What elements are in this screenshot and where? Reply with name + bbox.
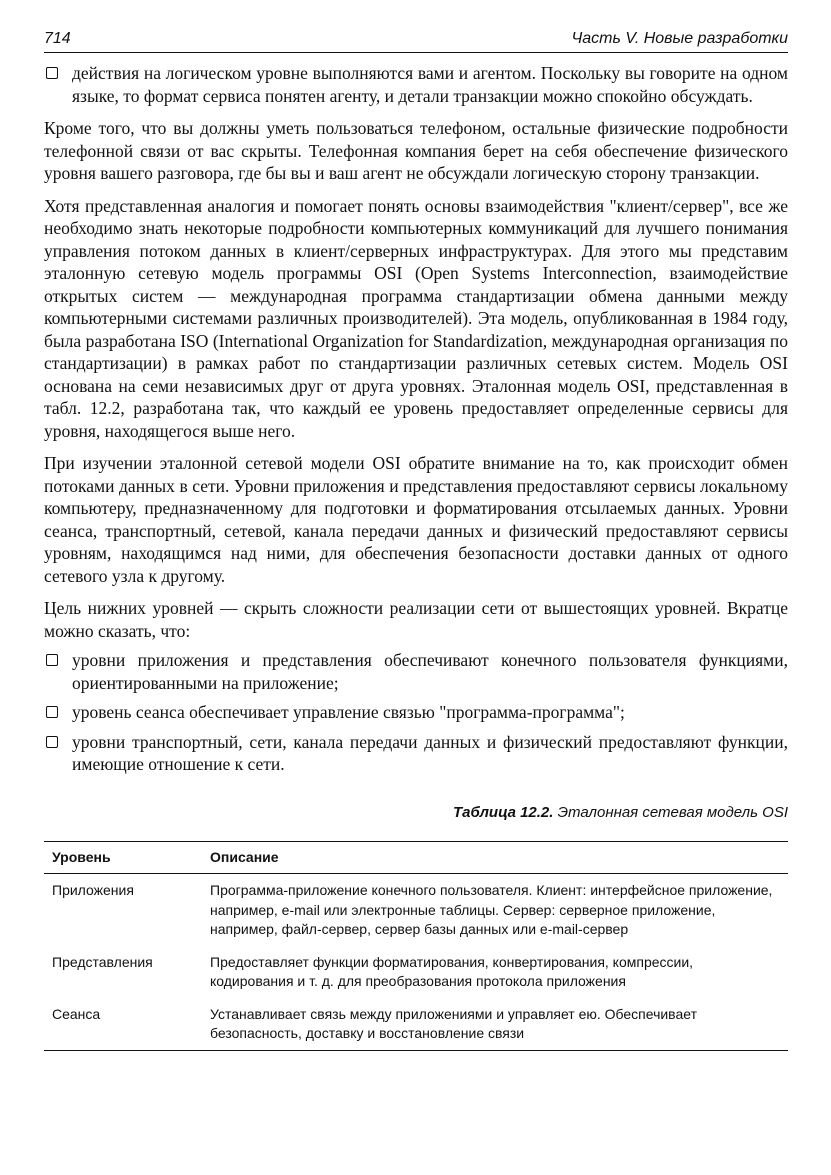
list-item — [44, 62, 788, 107]
level-cell: Представления — [52, 953, 153, 970]
list-item-text: уровень сеанса обеспечивает управление связью "программа-программа"; — [72, 702, 625, 722]
list-item-text: действия на логическом уровне выполняются вами и агентом. Поскольку вы говорите на одном языке, то формат сервиса понятен агенту, и детали транзакции можно спокойно обсуждать. — [72, 63, 788, 106]
checkbox-bullet-icon — [46, 67, 58, 79]
body-text — [44, 62, 788, 776]
level-cell: Сеанса — [52, 1005, 101, 1022]
table-row — [44, 874, 788, 946]
table-header-row — [44, 841, 788, 874]
list-item-text: уровни приложения и представления обеспечивают конечного пользователя функциями, ориентированными на приложение; — [72, 650, 788, 693]
page-number: 714 — [44, 30, 71, 47]
checkbox-bullet-icon — [46, 736, 58, 748]
column-header-level: Уровень — [52, 848, 111, 865]
description-cell: Устанавливает связь между приложениями и управляет ею. Обеспечивает безопасность, доставку и восстановление связи — [210, 1005, 697, 1041]
paragraph: При изучении эталонной сетевой модели OSI обратите внимание на то, как происходит обмен потоками данных в сети. Уровни приложения и представления предоставляют сервисы локальному компьютеру, предназначенному для подготовки и форматирования отсылаемых данных. Уровни сеанса, транспортный, сетевой, канала передачи данных и физический предоставляют сервисы уровням, находящимся над ними, для обеспечения безопасности доставки данных от одного сетевого узла к другому. — [44, 453, 788, 586]
table-caption-text: Эталонная сетевая модель OSI — [557, 803, 788, 821]
table-row — [44, 946, 788, 998]
paragraph: Хотя представленная аналогия и помогает понять основы взаимодействия "клиент/сервер", все же необходимо знать некоторые подробности компьютерных коммуникаций для лучшего понимания управления потоком данных в клиент/серверных инфраструктурах. Для этого мы представим эталонную сетевую модель программы OSI (Open Systems Interconnection, взаимодействие открытых систем — международная программа стандартизации обмена данными между компьютерными системами различных производителей). Эта модель, опубликованная в 1984 году, была разработана ISO (International Organization for Standardization, международная организация по стандартизации) в рамках работ по стандартизации различных сетевых систем. Модель OSI основана на семи независимых друг от друга уровнях. Эталонная модель OSI, представленная в табл. 12.2, разработана так, что каждый ее уровень предоставляет определенные сервисы для уровня, находящегося выше него. — [44, 195, 788, 441]
description-cell: Программа-приложение конечного пользователя. Клиент: интерфейсное приложение, например, e-mail или электронные таблицы. Сервер: серверное приложение, например, файл-сервер, сервер базы данных или e-mail-сервер — [210, 882, 773, 937]
column-header-description: Описание — [210, 848, 279, 865]
description-cell: Предоставляет функции форматирования, конвертирования, компрессии, кодирования и т. д. для преобразования протокола приложения — [210, 953, 694, 989]
list-item — [44, 731, 788, 776]
section-title: Часть V. Новые разработки — [571, 30, 788, 47]
list-item — [44, 649, 788, 694]
running-header — [44, 30, 788, 53]
paragraph: Цель нижних уровней — скрыть сложности реализации сети от вышестоящих уровней. Вкратце можно сказать, что: — [44, 598, 788, 641]
paragraph: Кроме того, что вы должны уметь пользоваться телефоном, остальные физические подробности телефонной связи от вас скрыты. Телефонная компания берет на себя обеспечение физического уровня вашего разговора, где бы вы и ваш агент не обсуждали логическую сторону транзакции. — [44, 118, 788, 183]
osi-model-table — [44, 841, 788, 1051]
book-page — [44, 30, 788, 1051]
table-caption-label: Таблица 12.2. — [452, 803, 554, 821]
list-item — [44, 701, 788, 724]
checkbox-bullet-icon — [46, 706, 58, 718]
table-caption — [44, 804, 788, 821]
checkbox-bullet-icon — [46, 654, 58, 666]
level-cell: Приложения — [52, 882, 134, 898]
list-item-text: уровни транспортный, сети, канала передачи данных и физический предоставляют функции, имеющие отношение к сети. — [72, 731, 788, 774]
table-row — [44, 998, 788, 1051]
